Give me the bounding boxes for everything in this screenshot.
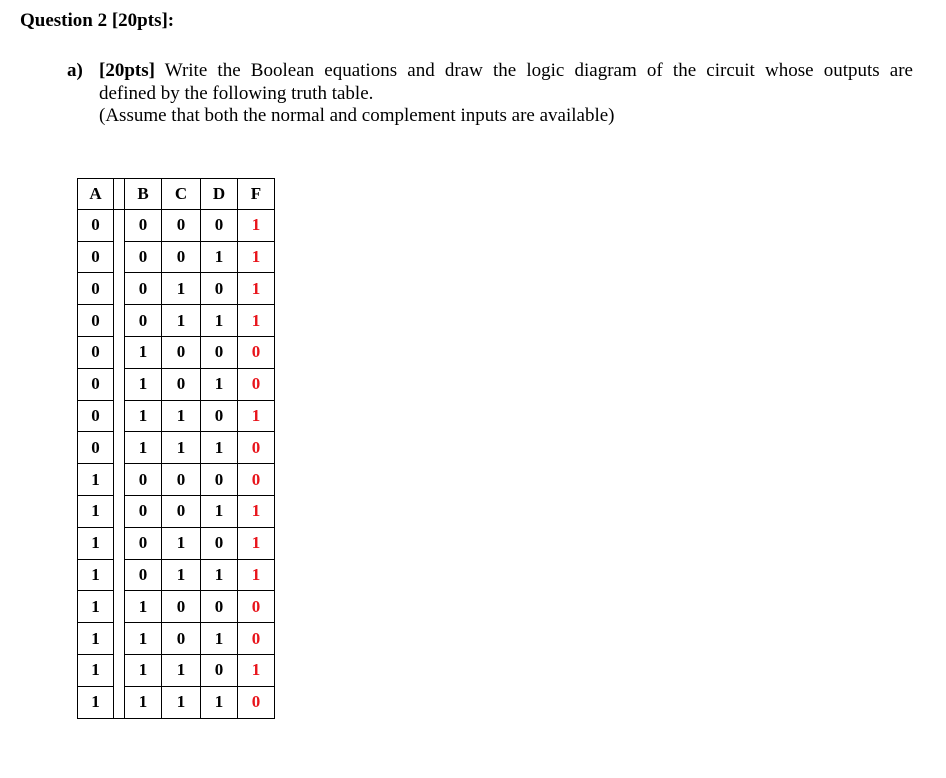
cell-c: 1 — [162, 305, 201, 337]
truth-table-row — [77, 623, 275, 655]
column-gap — [114, 528, 125, 560]
header-c: C — [162, 178, 201, 210]
cell-b: 1 — [125, 401, 162, 433]
cell-d: 0 — [201, 591, 238, 623]
cell-d: 0 — [201, 273, 238, 305]
column-gap — [114, 305, 125, 337]
cell-a: 0 — [77, 369, 114, 401]
column-gap — [114, 401, 125, 433]
cell-d: 0 — [201, 401, 238, 433]
cell-b: 1 — [125, 655, 162, 687]
column-gap — [114, 210, 125, 242]
cell-b: 1 — [125, 687, 162, 719]
truth-table-header-row — [77, 178, 275, 210]
header-a: A — [77, 178, 114, 210]
cell-d: 1 — [201, 369, 238, 401]
cell-f: 1 — [238, 496, 275, 528]
cell-f: 0 — [238, 464, 275, 496]
cell-c: 1 — [162, 528, 201, 560]
cell-a: 1 — [77, 496, 114, 528]
cell-c: 1 — [162, 401, 201, 433]
cell-f: 0 — [238, 591, 275, 623]
cell-b: 1 — [125, 591, 162, 623]
cell-f: 0 — [238, 337, 275, 369]
column-gap — [114, 591, 125, 623]
truth-table-row — [77, 432, 275, 464]
cell-a: 1 — [77, 591, 114, 623]
truth-table-row — [77, 687, 275, 719]
column-gap — [114, 623, 125, 655]
column-gap — [114, 655, 125, 687]
cell-d: 0 — [201, 655, 238, 687]
cell-d: 1 — [201, 687, 238, 719]
cell-a: 0 — [77, 337, 114, 369]
truth-table-row — [77, 401, 275, 433]
truth-table-row — [77, 337, 275, 369]
cell-b: 1 — [125, 623, 162, 655]
truth-table-row — [77, 242, 275, 274]
header-f: F — [238, 178, 275, 210]
cell-f: 0 — [238, 369, 275, 401]
question-part-a — [67, 60, 913, 128]
column-gap — [114, 242, 125, 274]
cell-d: 0 — [201, 528, 238, 560]
cell-a: 1 — [77, 655, 114, 687]
cell-b: 1 — [125, 369, 162, 401]
cell-d: 0 — [201, 464, 238, 496]
cell-a: 0 — [77, 432, 114, 464]
truth-table-row — [77, 655, 275, 687]
cell-a: 0 — [77, 273, 114, 305]
cell-b: 0 — [125, 242, 162, 274]
cell-a: 1 — [77, 687, 114, 719]
cell-c: 0 — [162, 623, 201, 655]
column-gap — [114, 496, 125, 528]
cell-b: 0 — [125, 560, 162, 592]
cell-d: 1 — [201, 305, 238, 337]
cell-c: 0 — [162, 337, 201, 369]
cell-a: 1 — [77, 623, 114, 655]
cell-f: 1 — [238, 560, 275, 592]
question-line-1-text: Write the Boolean equations and draw the logic diagram of the circuit whose outputs are — [164, 60, 913, 81]
cell-c: 0 — [162, 496, 201, 528]
cell-f: 1 — [238, 655, 275, 687]
cell-f: 1 — [238, 273, 275, 305]
cell-b: 0 — [125, 273, 162, 305]
column-gap — [114, 369, 125, 401]
cell-d: 0 — [201, 210, 238, 242]
cell-f: 1 — [238, 305, 275, 337]
question-line-2: defined by the following truth table. — [99, 82, 374, 104]
truth-table-row — [77, 496, 275, 528]
column-gap — [114, 464, 125, 496]
cell-c: 0 — [162, 210, 201, 242]
truth-table-row — [77, 560, 275, 592]
cell-d: 1 — [201, 242, 238, 274]
question-line-3: (Assume that both the normal and complement inputs are available) — [99, 105, 615, 126]
column-gap — [114, 560, 125, 592]
cell-f: 1 — [238, 210, 275, 242]
column-gap — [114, 337, 125, 369]
truth-table-row — [77, 528, 275, 560]
cell-a: 0 — [77, 401, 114, 433]
cell-a: 1 — [77, 560, 114, 592]
cell-b: 0 — [125, 464, 162, 496]
truth-table-row — [77, 591, 275, 623]
question-line-1 — [99, 60, 913, 83]
cell-b: 1 — [125, 432, 162, 464]
cell-d: 0 — [201, 337, 238, 369]
cell-a: 1 — [77, 528, 114, 560]
cell-f: 1 — [238, 242, 275, 274]
truth-table-row — [77, 369, 275, 401]
truth-table — [77, 178, 275, 719]
truth-table-row — [77, 210, 275, 242]
cell-c: 1 — [162, 560, 201, 592]
cell-b: 0 — [125, 496, 162, 528]
cell-c: 1 — [162, 655, 201, 687]
cell-c: 1 — [162, 273, 201, 305]
cell-f: 0 — [238, 432, 275, 464]
cell-f: 1 — [238, 528, 275, 560]
cell-b: 0 — [125, 210, 162, 242]
cell-c: 0 — [162, 242, 201, 274]
cell-a: 1 — [77, 464, 114, 496]
cell-c: 0 — [162, 464, 201, 496]
column-gap — [114, 687, 125, 719]
cell-b: 0 — [125, 528, 162, 560]
truth-table-row — [77, 305, 275, 337]
cell-d: 1 — [201, 496, 238, 528]
truth-table-row — [77, 464, 275, 496]
cell-f: 1 — [238, 401, 275, 433]
cell-c: 0 — [162, 369, 201, 401]
question-heading: Question 2 [20pts]: — [20, 10, 175, 31]
points-label: [20pts] — [99, 60, 155, 81]
header-d: D — [201, 178, 238, 210]
column-gap — [114, 178, 125, 210]
cell-a: 0 — [77, 210, 114, 242]
part-label: a) — [67, 60, 83, 81]
cell-d: 1 — [201, 623, 238, 655]
cell-d: 1 — [201, 432, 238, 464]
truth-table-row — [77, 273, 275, 305]
column-gap — [114, 432, 125, 464]
cell-c: 1 — [162, 432, 201, 464]
cell-b: 1 — [125, 337, 162, 369]
cell-a: 0 — [77, 242, 114, 274]
cell-c: 0 — [162, 591, 201, 623]
question-text — [99, 60, 913, 128]
cell-a: 0 — [77, 305, 114, 337]
column-gap — [114, 273, 125, 305]
cell-b: 0 — [125, 305, 162, 337]
cell-d: 1 — [201, 560, 238, 592]
cell-f: 0 — [238, 687, 275, 719]
header-b: B — [125, 178, 162, 210]
cell-c: 1 — [162, 687, 201, 719]
cell-f: 0 — [238, 623, 275, 655]
